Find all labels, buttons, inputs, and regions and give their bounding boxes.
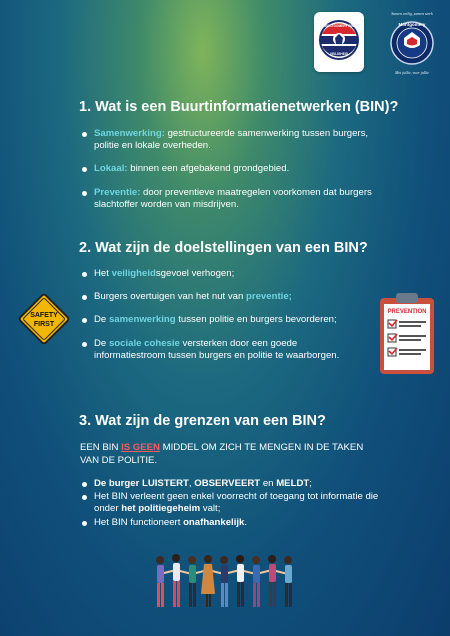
item-keyword: veiligheid (111, 268, 156, 279)
item-text: De (94, 337, 109, 349)
safety-first-sign (15, 290, 73, 348)
item-text: binnen een afgebakend grondgebied. (127, 163, 290, 175)
section-2-title: 2. Wat zijn de doelstellingen van een BIN? (79, 240, 368, 256)
item-keyword: Samenwerking: (94, 128, 165, 139)
clipboard-label: PREVENTION (387, 309, 427, 315)
limits-paragraph (80, 442, 380, 467)
bin-emblem-icon (314, 12, 364, 72)
list-item (80, 291, 350, 303)
item-text: versterken door een goede informatiestroom tussen burgers en politie te waarborgen. (94, 337, 340, 361)
item-text: tussen politie en burgers bevorderen; (175, 314, 337, 326)
item-text: Burgers overtuigen van het nut van (94, 291, 246, 303)
bin-logo (314, 12, 364, 72)
item-text: door preventieve maatregelen voorkomen dat burgers slachtoffer worden van misdrijven. (94, 186, 372, 210)
item-text: valt; (200, 503, 221, 515)
section-2-list (80, 268, 350, 373)
section-3-title: 3. Wat zijn de grenzen van een BIN? (79, 413, 326, 429)
warning-sign-icon (15, 290, 73, 348)
section-3-list (80, 478, 380, 530)
list-item (80, 187, 380, 211)
people-holding-hands-icon (150, 552, 300, 612)
item-keyword: samenwerking (108, 314, 176, 326)
item-text: . (244, 516, 248, 528)
item-text: ; (309, 478, 312, 489)
section-1-list (80, 128, 380, 222)
prevention-clipboard (376, 290, 438, 376)
item-keyword: preventie; (246, 291, 292, 303)
sign-line-2: FIRST (33, 321, 55, 328)
item-bold: De burger LUISTERT (94, 478, 189, 489)
section-1-title: 1. Wat is een Buurtinformatienetwerken (BIN)? (79, 99, 399, 115)
item-bold: onafhankelijk (183, 516, 245, 528)
bin-logo-bottom-text: VEILIGHEID (329, 52, 349, 56)
list-item (80, 491, 380, 515)
item-text: Het (94, 268, 112, 279)
sign-line-1: SAFETY (30, 312, 58, 319)
para-text: EEN BIN (80, 442, 122, 453)
list-item (80, 128, 380, 152)
item-bold: MELDT (276, 478, 310, 489)
para-text: MIDDEL OM ZICH TE MENGEN IN DE TAKEN VAN DE POLITIE. (80, 442, 364, 466)
item-text: Het BIN verleent geen enkel voorrecht of toegang tot informatie die onder (94, 491, 379, 515)
list-item (80, 517, 380, 529)
para-emphasis: IS GEEN (121, 442, 160, 453)
item-text: sgevoel verhogen; (155, 268, 235, 279)
item-keyword: Lokaal: (94, 163, 128, 175)
item-text: en (260, 478, 277, 489)
item-text: De (94, 314, 109, 326)
list-item (80, 163, 380, 175)
list-item (80, 338, 350, 362)
community-illustration (150, 552, 300, 612)
item-keyword: sociale cohesie (108, 337, 180, 349)
item-bold: OBSERVEERT (194, 478, 261, 489)
item-keyword: Preventie: (94, 186, 141, 198)
list-item (80, 314, 350, 326)
police-logo-bottom-text: Met jullie, voor jullie (395, 70, 429, 75)
police-logo (380, 10, 444, 76)
bin-logo-top-text: MONTGOMERY BIN (324, 24, 354, 28)
list-item (80, 268, 350, 280)
police-logo-top-text: Samen veilig, samen sterk (391, 11, 433, 16)
item-text: Het BIN functioneert (94, 516, 184, 528)
item-bold: het politiegeheim (121, 503, 201, 515)
list-item (80, 478, 380, 490)
clipboard-icon (376, 290, 438, 376)
item-text: , (188, 478, 195, 489)
police-shield-icon (380, 10, 444, 76)
item-text: gestructureerde samenwerking tussen burgers, politie en lokale overheden. (94, 128, 369, 152)
police-logo-middle-text: Montgomery (398, 22, 426, 27)
